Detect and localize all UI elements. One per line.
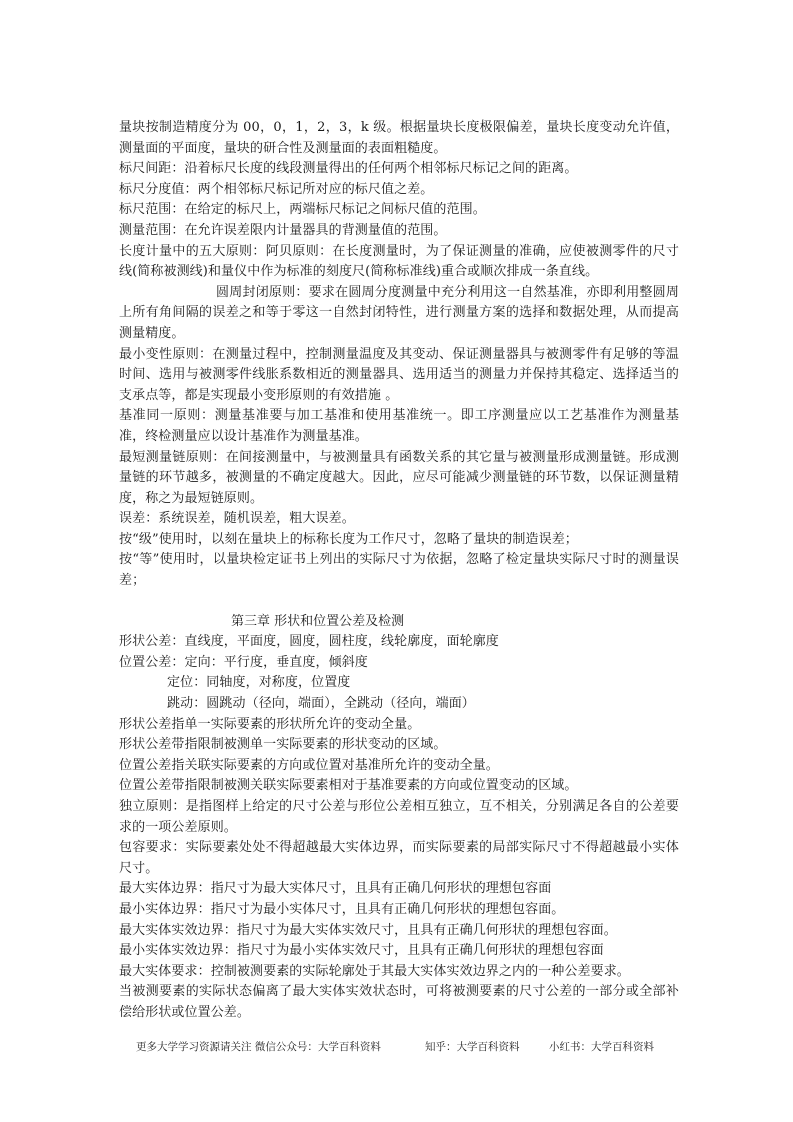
paragraph-lmc-boundary: 最小实体边界：指尺寸为最小实体尺寸，且具有正确几何形状的理想包容面。 (119, 901, 565, 917)
paragraph-circle-closure-principle: 圆周封闭原则：要求在圆周分度测量中充分利用这一自然基准，亦即利用整圆周上所有角间隔的误差之和等于零这一自然封闭特性，进行测量方案的选择和数据处理，从而提高测量精度。 (119, 284, 679, 341)
paragraph-scale-division: 标尺分度值：两个相邻标尺标记所对应的标尺值之差。 (119, 181, 434, 197)
page-content (119, 118, 679, 1024)
paragraph-mmvc-boundary: 最大实体实效边界：指尺寸为最大实体实效尺寸，且具有正确几何形状的理想包容面。 (119, 922, 617, 938)
footer-wechat: 更多大学学习资源请关注 微信公众号：大学百科资料 (136, 1041, 381, 1053)
footer-zhihu: 知乎：大学百科资料 (425, 1041, 520, 1053)
paragraph-mmc-boundary: 最大实体边界：指尺寸为最大实体尺寸，且具有正确几何形状的理想包容面 (119, 881, 552, 897)
paragraph-position-tolerance-def: 位置公差指关联实际要素的方向或位置对基准所允许的变动全量。 (119, 757, 499, 773)
paragraph-measuring-range: 测量范围：在允许误差限内计量器具的背测量值的范围。 (119, 222, 447, 238)
paragraph-min-deformation-principle: 最小变性原则：在测量过程中，控制测量温度及其变动、保证测量器具与被测零件有足够的等温时间、选用与被测零件线胀系数相近的测量器具、选用适当的测量力并保持其稳定、选择适当的支承点等，都是实现最小变形原则的有效措施 。 (119, 346, 679, 403)
paragraph-form-tolerance-def: 形状公差指单一实际要素的形状所允许的变动全量。 (119, 716, 421, 732)
paragraph-envelope-requirement: 包容要求：实际要素处处不得超越最大实体边界，而实际要素的局部实际尺寸不得超越最小实体尺寸。 (119, 840, 679, 876)
paragraph-gauge-block-grades: 量块按制造精度分为 00，0，1，2，3，k 级。根据量块长度极限偏差，量块长度变动允许值，测量面的平面度，量块的研合性及测量面的表面粗糙度。 (119, 120, 679, 156)
footer-xiaohongshu: 小红书：大学百科资料 (549, 1041, 654, 1053)
paragraph-datum-unity-principle: 基准同一原则：测量基准要与加工基准和使用基准统一。即工序测量应以工艺基准作为测量基准，终检测量应以设计基准作为测量基准。 (119, 408, 679, 444)
paragraph-independence-principle: 独立原则：是指图样上给定的尺寸公差与形位公差相互独立，互不相关，分别满足各自的公差要求的一项公差原则。 (119, 799, 679, 835)
paragraph-abbe-principle: 长度计量中的五大原则：阿贝原则：在长度测量时，为了保证测量的准确，应使被测零件的尺寸线(简称被测线)和量仪中作为标准的刻度尺(简称标准线)重合或顺次排成一条直线。 (119, 243, 679, 280)
paragraph-scale-spacing: 标尺间距：沿着标尺长度的线段测量得出的任何两个相邻标尺标记之间的距离。 (119, 161, 578, 177)
chapter-heading: 第三章 形状和位置公差及检测 (231, 613, 405, 629)
paragraph-bonus-tolerance: 当被测要素的实际状态偏离了最大实体实效状态时，可将被测要素的尺寸公差的一部分或全部补偿给形状或位置公差。 (119, 984, 679, 1020)
paragraph-grade-usage: 按“级”使用时，以刻在量块上的标称长度为工作尺寸，忽略了量块的制造误差； (119, 531, 578, 547)
paragraph-position-tolerance-zone: 位置公差带指限制被测关联实际要素相对于基准要素的方向或位置变动的区域。 (119, 778, 578, 794)
paragraph-scale-range: 标尺范围：在给定的标尺上，两端标尺标记之间标尺值的范围。 (119, 202, 486, 218)
paragraph-lmvc-boundary: 最小实体实效边界：指尺寸为最小实体实效尺寸，且具有正确几何形状的理想包容面 (119, 943, 604, 959)
paragraph-position-tolerance-list: 位置公差：定向：平行度，垂直度，倾斜度 (119, 654, 368, 670)
paragraph-class-usage: 按“等”使用时，以量块检定证书上列出的实际尺寸为依据，忽略了检定量块实际尺寸时的测量误差； (119, 552, 679, 589)
paragraph-form-tolerance-list: 形状公差：直线度，平面度，圆度，圆柱度，线轮廓度，面轮廓度 (119, 634, 499, 650)
paragraph-error-types: 误差：系统误差，随机误差，粗大误差。 (119, 511, 355, 527)
paragraph-mmc-requirement: 最大实体要求：控制被测要素的实际轮廓处于其最大实体实效边界之内的一种公差要求。 (119, 963, 630, 979)
sub-item-runout: 跳动：圆跳动（径向，端面），全跳动（径向，端面） (167, 696, 475, 712)
sub-item-location: 定位：同轴度，对称度，位置度 (167, 675, 351, 691)
paragraph-form-tolerance-zone: 形状公差带指限制被测单一实际要素的形状变动的区域。 (119, 737, 447, 753)
paragraph-shortest-chain-principle: 最短测量链原则：在间接测量中，与被测量具有函数关系的其它量与被测量形成测量链。形成测量链的环节越多，被测量的不确定度越大。因此，应尽可能减少测量链的环节数，以保证测量精度，称之为最短链原则。 (119, 449, 679, 506)
